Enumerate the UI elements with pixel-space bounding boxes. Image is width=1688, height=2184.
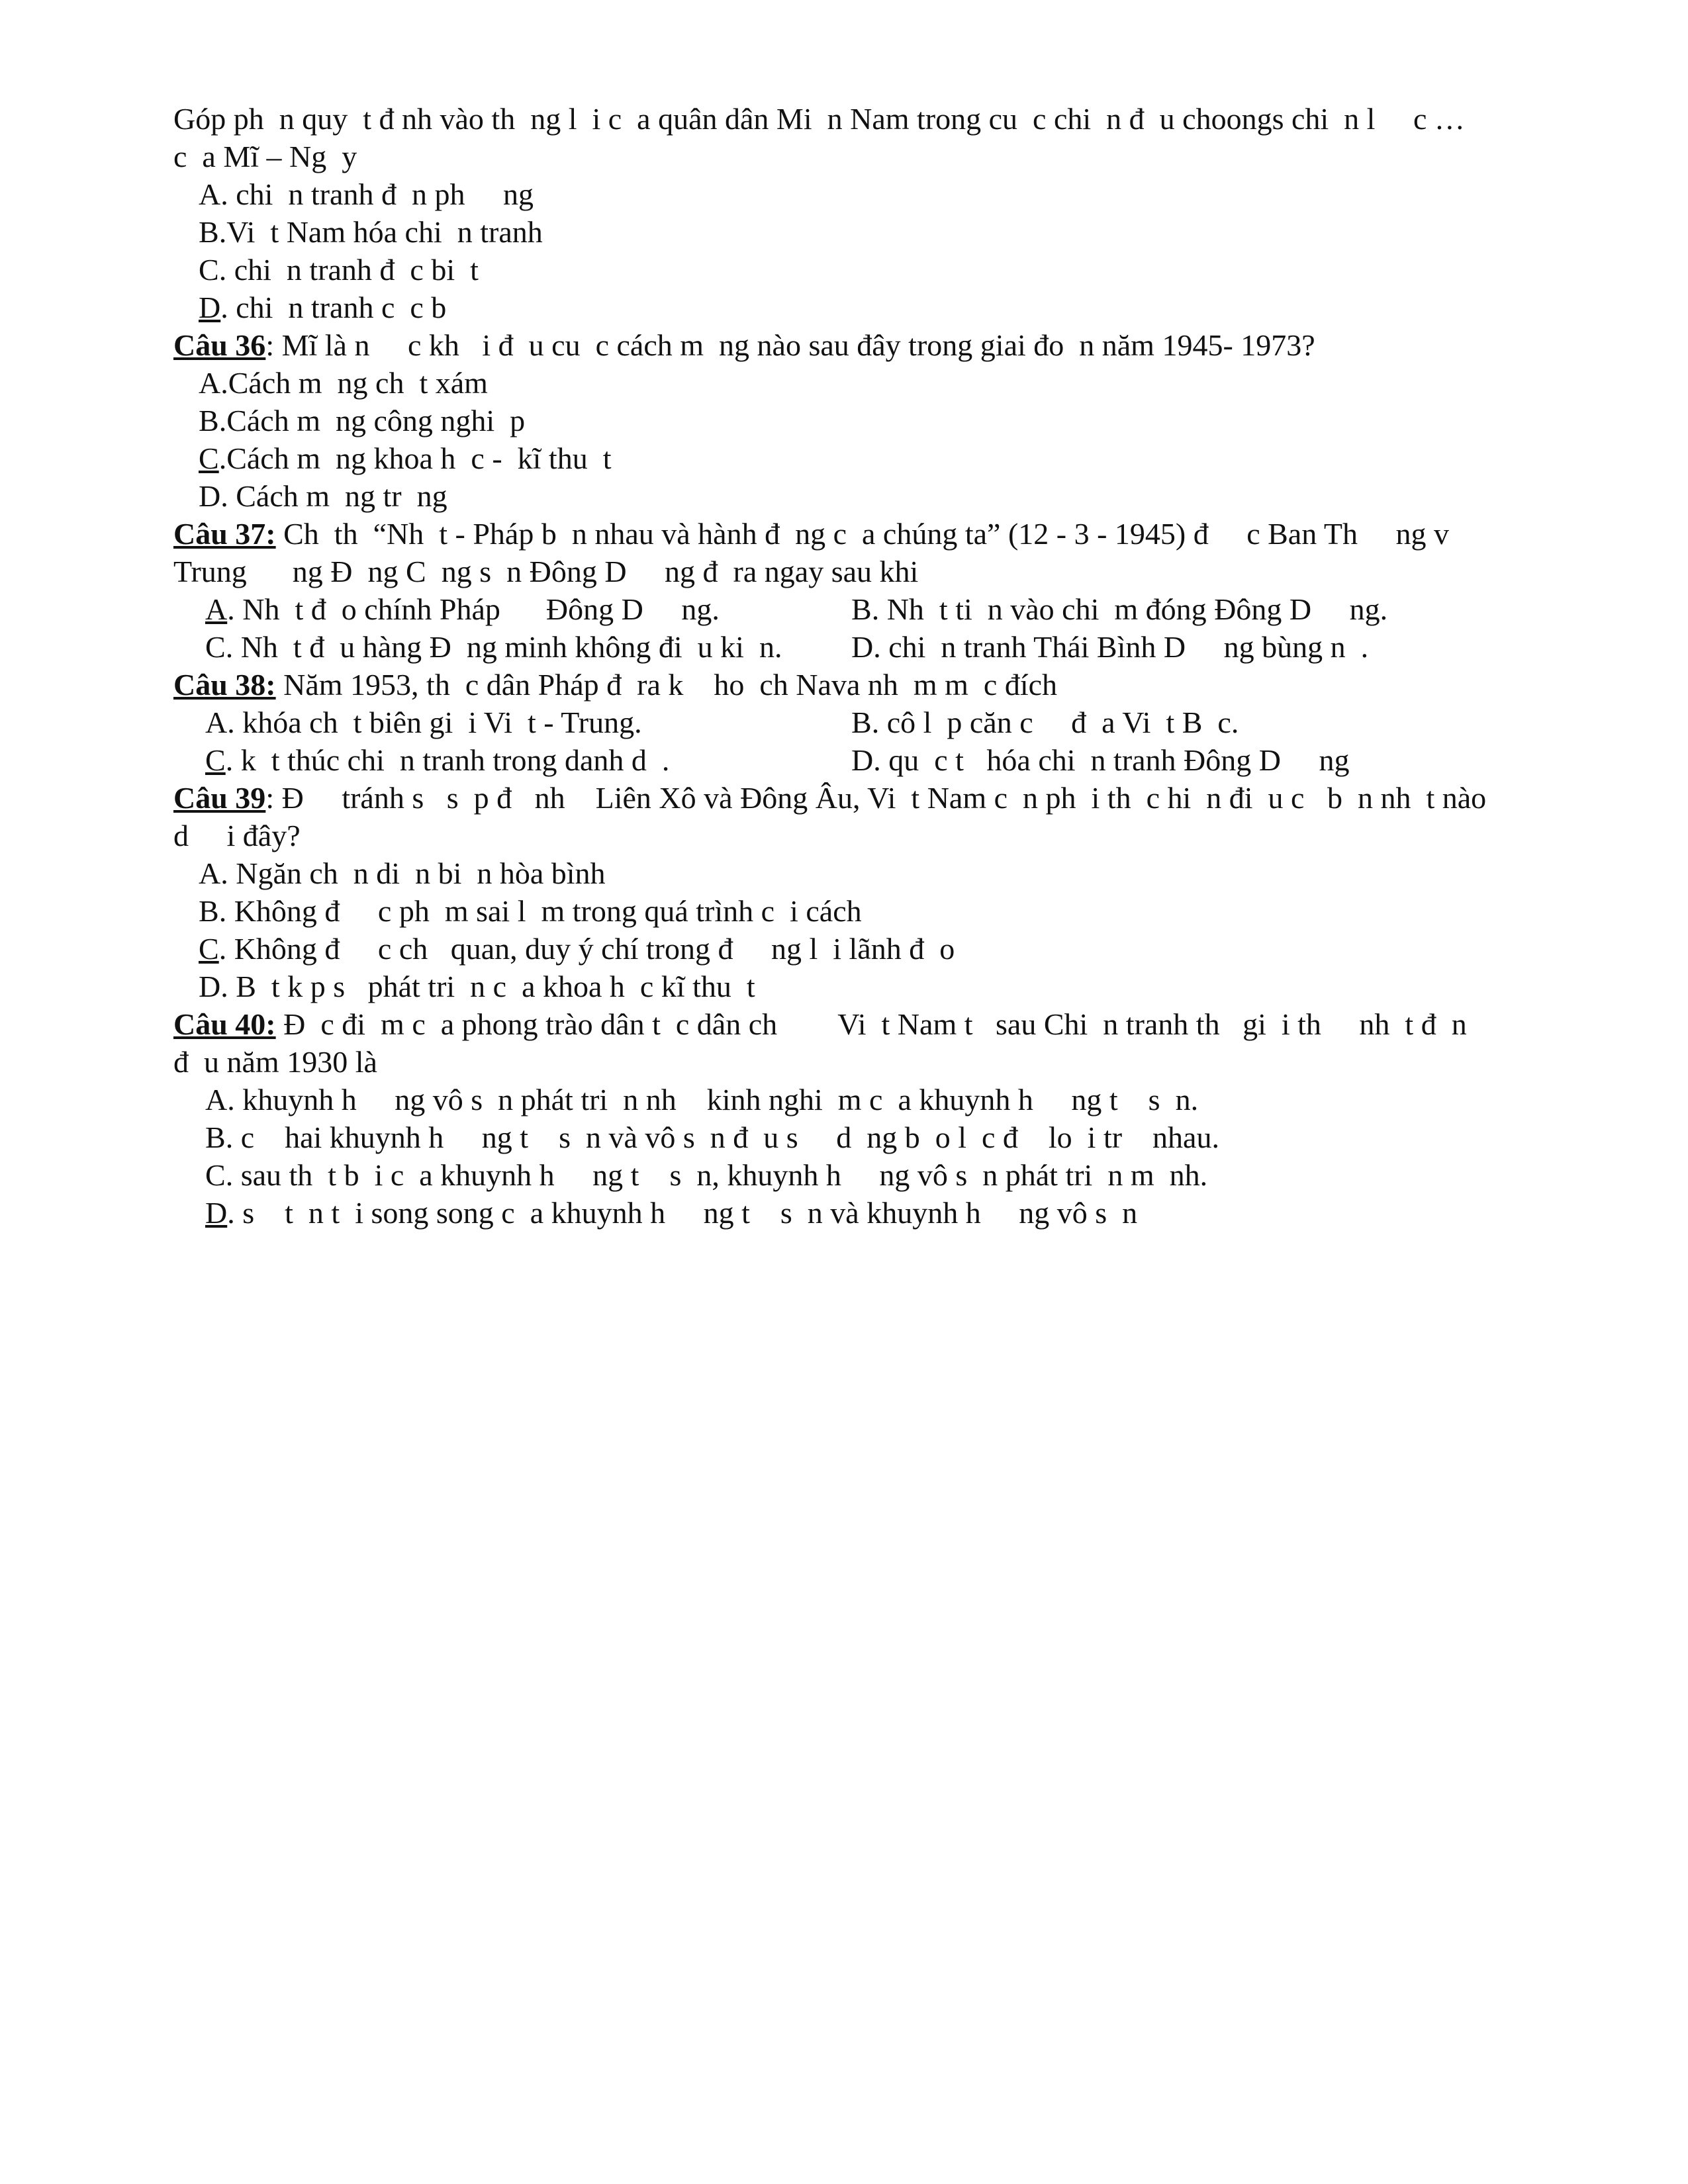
question-number: Câu 39: [173, 781, 266, 815]
answer-marker: C: [199, 441, 219, 475]
answer-marker: D: [205, 1196, 228, 1230]
answer-marker: D: [199, 291, 221, 324]
q38-option-c: C. k t thúc chi n tranh trong danh d .: [205, 743, 670, 777]
question-37: [173, 516, 1449, 553]
q40-option-d: D. s t n t i song song c a khuynh h ng t s n và khuynh h ng vô s n: [205, 1196, 1138, 1230]
question-number: Câu 36: [173, 328, 266, 362]
intro-option-d: D. chi n tranh c c b: [199, 291, 447, 324]
intro-option-c: C. chi n tranh đ c bi t: [199, 253, 479, 287]
question-39: [173, 780, 1486, 817]
intro-text-2: c a Mĩ – Ng y: [173, 140, 357, 173]
question-text: Trung ng Đ ng C ng s n Đông D ng đ ra ngay sau khi: [173, 555, 919, 588]
question-text: : Đ tránh s s p đ nh Liên Xô và Đông Âu, Vi t Nam c n ph i th c hi n đi u c b n nh t nào: [265, 781, 1487, 815]
question-number: Câu 40:: [173, 1007, 276, 1041]
answer-marker: C: [205, 743, 226, 777]
q36-option-a: A.Cách m ng ch t xám: [199, 366, 488, 400]
q38-option-b: B. cô l p căn c đ a Vi t B c.: [851, 705, 1239, 739]
intro-line-1: [173, 101, 1465, 138]
question-text: Năm 1953, th c dân Pháp đ ra k ho ch Nava nh m m c đích: [275, 668, 1058, 702]
question-number: Câu 38:: [173, 668, 276, 702]
question-number: Câu 37:: [173, 517, 276, 551]
question-36: [173, 327, 1315, 364]
q37-option-d: D. chi n tranh Thái Bình D ng bùng n .: [851, 630, 1369, 664]
q39-option-c: C. Không đ c ch quan, duy ý chí trong đ ng l i lãnh đ o: [199, 932, 955, 966]
q40-option-c: C. sau th t b i c a khuynh h ng t s n, khuynh h ng vô s n phát tri n m nh.: [205, 1158, 1208, 1192]
question-text: d i đây?: [173, 819, 301, 852]
question-text: Đ c đi m c a phong trào dân t c dân ch Vi t Nam t sau Chi n tranh th gi i th nh t đ n: [275, 1007, 1467, 1041]
q39-option-a: A. Ngăn ch n di n bi n hòa bình: [199, 856, 606, 890]
q37-option-c: C. Nh t đ u hàng Đ ng minh không đi u ki n.: [205, 630, 782, 664]
intro-line-2: [173, 138, 357, 175]
q40-option-a: A. khuynh h ng vô s n phát tri n nh kinh nghi m c a khuynh h ng t s n.: [205, 1083, 1199, 1116]
question-text: : Mĩ là n c kh i đ u cu c cách m ng nào sau đây trong giai đo n năm 1945- 1973?: [265, 328, 1315, 362]
q36-option-c: C.Cách m ng khoa h c - kĩ thu t: [199, 441, 612, 475]
answer-marker: A: [205, 592, 228, 626]
q38-option-a: A. khóa ch t biên gi i Vi t - Trung.: [205, 705, 642, 739]
q37-option-b: B. Nh t ti n vào chi m đóng Đông D ng.: [851, 592, 1388, 626]
intro-option-a: A. chi n tranh đ n ph ng: [199, 177, 534, 211]
question-39-cont: [173, 817, 301, 854]
q37-option-a: A. Nh t đ o chính Pháp Đông D ng.: [205, 592, 720, 626]
q36-option-b: B.Cách m ng công nghi p: [199, 404, 526, 437]
q36-option-d: D. Cách m ng tr ng: [199, 479, 447, 513]
q39-option-b: B. Không đ c ph m sai l m trong quá trình c i cách: [199, 894, 862, 928]
q40-option-b: B. c hai khuynh h ng t s n và vô s n đ u s d ng b o l c đ lo i tr nhau.: [205, 1120, 1219, 1154]
intro-option-b: B.Vi t Nam hóa chi n tranh: [199, 215, 543, 249]
question-40-cont: [173, 1044, 377, 1081]
q39-option-d: D. B t k p s phát tri n c a khoa h c kĩ thu t: [199, 970, 755, 1003]
answer-marker: C: [199, 932, 219, 966]
question-text: Ch th “Nh t - Pháp b n nhau và hành đ ng c a chúng ta” (12 - 3 - 1945) đ c Ban Th ng v: [275, 517, 1449, 551]
question-38: [173, 666, 1057, 704]
question-text: đ u năm 1930 là: [173, 1045, 377, 1079]
question-37-cont: [173, 553, 918, 590]
question-40: [173, 1006, 1467, 1043]
q38-option-d: D. qu c t hóa chi n tranh Đông D ng: [851, 743, 1350, 777]
intro-text-1: Góp ph n quy t đ nh vào th ng l i c a quân dân Mi n Nam trong cu c chi n đ u choongs chi n l c …: [173, 102, 1465, 136]
